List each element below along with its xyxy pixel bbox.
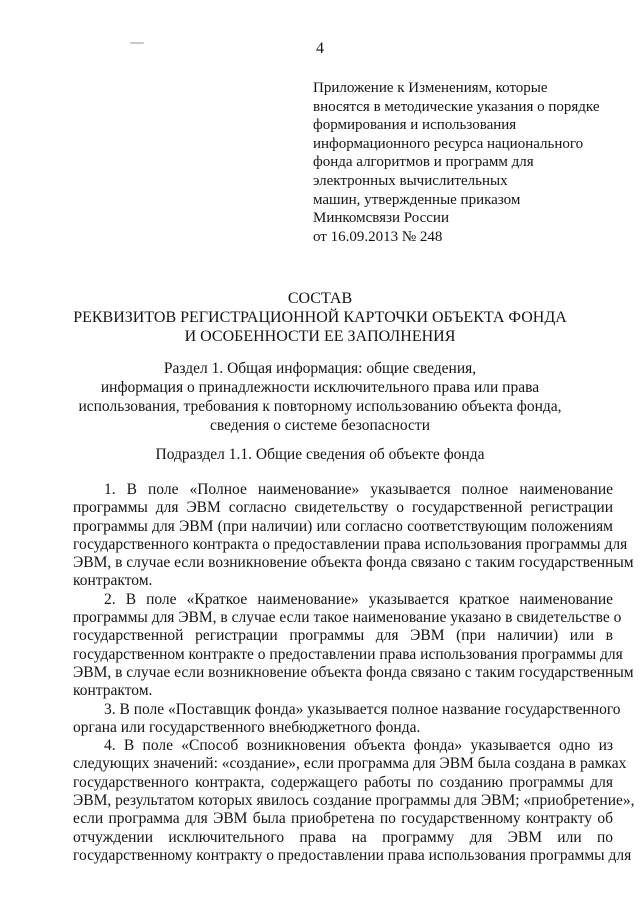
- title-line: РЕКВИЗИТОВ РЕГИСТРАЦИОННОЙ КАРТОЧКИ ОБЪЕКТА ФОНДА: [73, 309, 567, 326]
- section-line: информация о принадлежности исключительного права или права: [100, 379, 540, 396]
- text-line: контрактом.: [73, 572, 153, 590]
- appendix-line: формирования и использования: [313, 117, 517, 134]
- text-line: программы для ЭВМ согласно свидетельству о государственной регистрации: [73, 499, 613, 517]
- text-line: государственной регистрации программы для ЭВМ (при наличии) или в: [73, 627, 613, 645]
- title-line: И ОСОБЕННОСТИ ЕЕ ЗАПОЛНЕНИЯ: [184, 328, 456, 345]
- section-heading: [0, 359, 640, 435]
- text-line: 4. В поле «Способ возникновения объекта фонда» указывается одно из: [104, 737, 613, 755]
- text-line: 3. В поле «Поставщик фонда» указывается полное название государственного: [104, 700, 621, 718]
- appendix-line: электронных вычислительных: [313, 172, 508, 189]
- appendix-line: от 16.09.2013 № 248: [313, 228, 443, 245]
- body-text: [73, 481, 635, 865]
- text-line: государственного контракта о предоставлении права использования программы для: [73, 535, 628, 553]
- section-line: сведения о системе безопасности: [209, 417, 430, 434]
- appendix-line: Приложение к Изменениям, которые: [313, 80, 548, 96]
- appendix-line: вносятся в методические указания о порядке: [313, 98, 600, 115]
- text-line: программы для ЭВМ (при наличии) или согласно соответствующим положениям: [73, 517, 613, 535]
- text-line: 2. В поле «Краткое наименование» указывается краткое наименование: [104, 590, 613, 608]
- text-line: государственному контракту о предоставлении права использования программы для: [73, 846, 632, 864]
- appendix-note: [313, 79, 613, 246]
- section-line: Раздел 1. Общая информация: общие сведения,: [163, 360, 477, 377]
- text-line: следующих значений: «создание», если программа для ЭВМ была создана в рамках: [73, 755, 627, 773]
- section-line: использования, требования к повторному использованию объекта фонда,: [78, 398, 562, 415]
- title-line: СОСТАВ: [287, 290, 353, 307]
- text-line: органа или государственного внебюджетного фонда.: [73, 718, 421, 736]
- text-line: программы для ЭВМ, в случае если такое наименование указано в свидетельстве о: [73, 609, 622, 627]
- appendix-line: машин, утвержденные приказом: [313, 191, 521, 208]
- text-line: ЭВМ, в случае если возникновение объекта фонда связано с таким государственным: [73, 554, 634, 572]
- text-line: 1. В поле «Полное наименование» указывается полное наименование: [104, 481, 613, 498]
- appendix-line: информационного ресурса национального: [313, 135, 584, 152]
- text-line: ЭВМ, в случае если возникновение объекта фонда связано с таким государственным: [73, 663, 634, 681]
- text-line: контрактом.: [73, 682, 153, 700]
- document-title: [0, 289, 640, 346]
- text-line: государственного контракта, содержащего работы по созданию программы для: [73, 773, 613, 791]
- appendix-line: Минкомсвязи России: [313, 210, 449, 227]
- text-line: если программа для ЭВМ была приобретена по государственному контракту об: [73, 810, 613, 828]
- text-line: отчуждении исключительного права на программу для ЭВМ или по: [73, 828, 613, 846]
- appendix-line: фонда алгоритмов и программ для: [313, 154, 534, 171]
- text-line: государственном контракте о предоставлении права использования программы для: [73, 645, 623, 663]
- text-line: ЭВМ, результатом которых явилось создание программы для ЭВМ; «приобретение»,: [73, 792, 635, 810]
- page-number: 4: [316, 40, 324, 57]
- subsection-heading: Подраздел 1.1. Общие сведения об объекте фонда: [155, 446, 485, 463]
